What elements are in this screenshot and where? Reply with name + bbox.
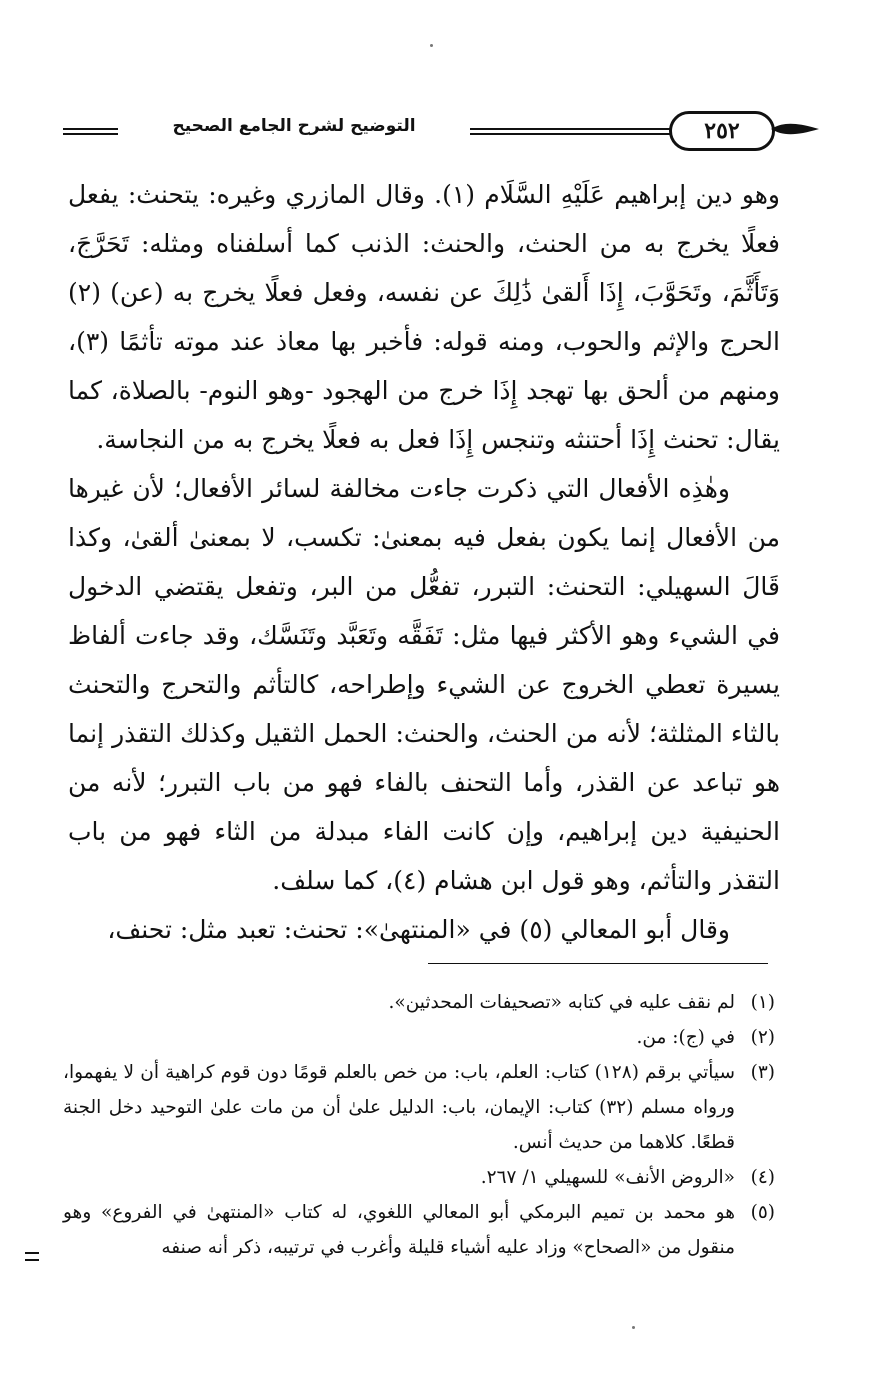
footnote-text: لم نقف عليه في كتابه «تصحيفات المحدثين». [388,992,735,1013]
page-number: ٢٥٢ [669,111,775,151]
footnote-item [63,985,775,1020]
running-header [55,108,825,156]
main-text [68,170,780,954]
footnote-item [63,1195,775,1265]
footnote-text: «الروض الأنف» للسهيلي ١/ ٢٦٧. [480,1167,735,1188]
footnote-text: سيأتي برقم (١٢٨) كتاب: العلم، باب: من خص بالعلم قومًا دون قوم كراهية أن لا يفهموا، ورواه مسلم (٣٢) كتاب: الإيمان، باب: الدليل علىٰ أن من مات علىٰ التوحيد دخل الجنة قطعًا. كلاهما من حديث أنس. [63,1062,735,1153]
scan-speck [430,44,433,47]
footnote-item [63,1020,775,1055]
footnote-number: (١) [750,992,775,1013]
footnote-number: (٤) [750,1167,775,1188]
footnotes [63,985,775,1265]
book-title: التوضيح لشرح الجامع الصحيح [172,116,416,136]
paragraph: وهو دين إبراهيم عَلَيْهِ السَّلَام (١). وقال المازري وغيره: يتحنث: يفعل فعلًا يخرج به من الحنث، والحنث: الذنب كما أسلفناه ومثله: تَحَرَّجَ، وَتَأَثَّمَ، وتَحَوَّبَ، إِذَا أَلقىٰ ذَٰلِكَ عن نفسه، وفعل فعلًا يخرج به (عن) (٢) الحرج والإثم والحوب، ومنه قوله: فأخبر بها معاذ عند موته تأثمًا (٣)، ومنهم من ألحق بها تهجد إِذَا خرج من الهجود -وهو النوم- بالصلاة، كما يقال: تحنث إِذَا أحتنثه وتنجس إِذَا فعل به فعلًا يخرج به من النجاسة. [68,180,780,454]
footnote-item [63,1055,775,1160]
badge-ornament-icon [771,122,819,136]
footnote-text: في (ج): من. [636,1027,735,1048]
footnote-item [63,1160,775,1195]
paragraph: وقال أبو المعالي (٥) في «المنتهىٰ»: تحنث: تعبد مثل: تحنف، [107,915,730,944]
footnote-text: هو محمد بن تميم البرمكي أبو المعالي اللغوي، له كتاب «المنتهىٰ في الفروع» وهو منقول من «الصحاح» وزاد عليه أشياء قليلة وأغرب في ترتيبه، ذكر أنه صنفه [63,1202,735,1258]
header-rule-left [63,128,118,135]
footnote-number: (٥) [750,1202,775,1223]
paragraph: وهٰذِه الأفعال التي ذكرت جاءت مخالفة لسائر الأفعال؛ لأن غيرها من الأفعال إنما يكون بفعل فيه بمعنىٰ: تكسب، لا بمعنىٰ ألقىٰ، وكذا قَالَ السهيلي: التحنث: التبرر، تفعُّل من البر، وتفعل يقتضي الدخول في الشيء وهو الأكثر فيها مثل: تَفَقَّه وتَعَبَّد وتَنَسَّك، وقد جاءت ألفاظ يسيرة تعطي الخروج عن الشيء وإطراحه، كالتأثم والتحرج والتحنث بالثاء المثلثة؛ لأنه من الحنث، والحنث: الحمل الثقيل وكذلك التقذر إنما هو تباعد عن القذر، وأما التحنف بالفاء فهو من باب التبرر؛ لأنه من الحنيفية دين إبراهيم، وإن كانت الفاء مبدلة من الثاء فهو من باب التقذر والتأثم، وهو قول ابن هشام (٤)، كما سلف. [68,474,780,895]
footnote-separator [428,963,768,964]
scan-speck [632,1326,635,1329]
footnote-number: (٣) [750,1062,775,1083]
continuation-mark [25,1252,39,1266]
footnote-number: (٢) [750,1027,775,1048]
